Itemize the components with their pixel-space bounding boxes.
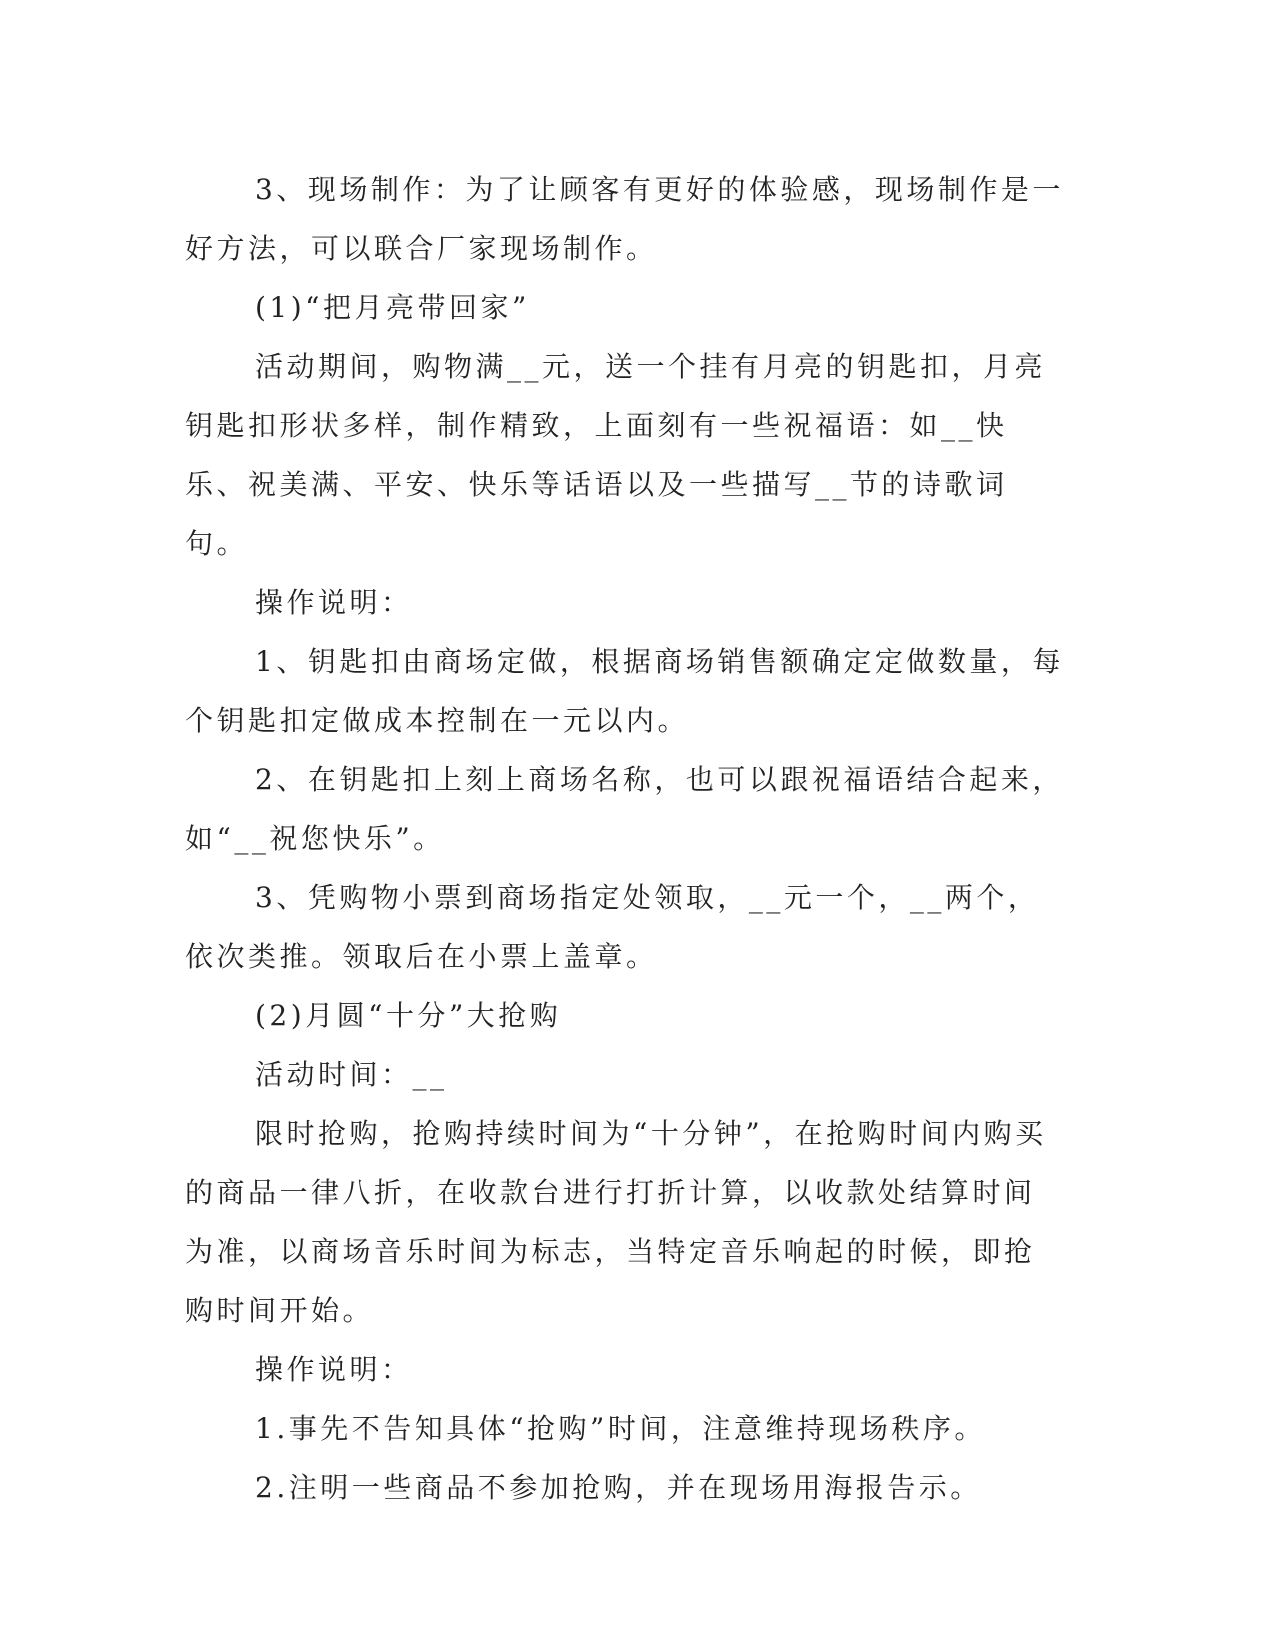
paragraph-onsite-production: 3、现场制作：为了让顾客有更好的体验感，现场制作是一好方法，可以联合厂家现场制作。 xyxy=(185,173,1064,265)
paragraph-activity-time: 活动时间：__ xyxy=(255,1058,448,1091)
heading-operation-notes-2: 操作说明： xyxy=(255,1353,413,1386)
paragraph-flash-sale-details: 限时抢购，抢购持续时间为“十分钟”，在抢购时间内购买的商品一律八折，在收款台进行打折计算，以收款处结算时间为准，以商场音乐时间为标志，当特定音乐响起的时候，即抢购时间开始。 xyxy=(185,1117,1047,1327)
heading-bring-moon-home: (1)“把月亮带回家” xyxy=(255,291,530,324)
heading-operation-notes-1: 操作说明： xyxy=(255,586,413,619)
paragraph-sale-note-2: 2.注明一些商品不参加抢购，并在现场用海报告示。 xyxy=(255,1471,982,1504)
paragraph-note-1: 1、钥匙扣由商场定做，根据商场销售额确定定做数量，每个钥匙扣定做成本控制在一元以内。 xyxy=(185,645,1064,737)
paragraph-keychain-gift: 活动期间，购物满__元，送一个挂有月亮的钥匙扣，月亮钥匙扣形状多样，制作精致，上面刻有一些祝福语：如__快乐、祝美满、平安、快乐等话语以及一些描写__节的诗歌词句。 xyxy=(185,350,1047,560)
document-body xyxy=(185,160,1065,1517)
paragraph-note-2: 2、在钥匙扣上刻上商场名称，也可以跟祝福语结合起来，如“__祝您快乐”。 xyxy=(185,763,1064,855)
paragraph-sale-note-1: 1.事先不告知具体“抢购”时间，注意维持现场秩序。 xyxy=(255,1412,986,1445)
paragraph-note-3: 3、凭购物小票到商场指定处领取，__元一个，__两个，依次类推。领取后在小票上盖章。 xyxy=(185,881,1040,973)
heading-flash-sale: (2)月圆“十分”大抢购 xyxy=(255,999,562,1032)
